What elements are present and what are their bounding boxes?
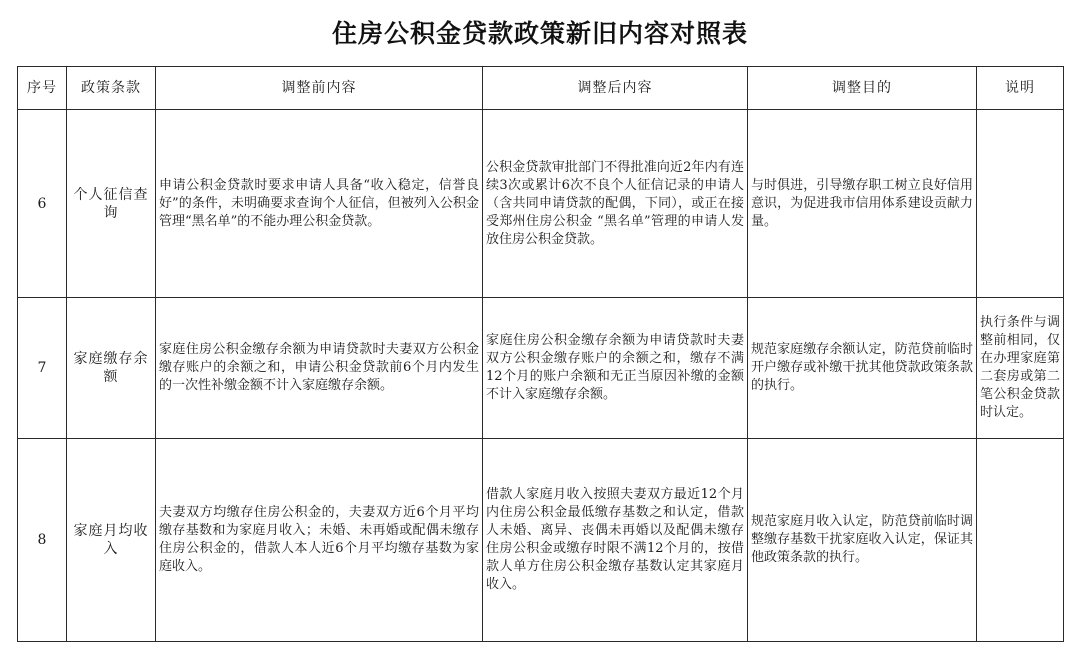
header-before: 调整前内容	[156, 67, 483, 110]
comparison-table	[17, 66, 1064, 642]
row-number: 6	[18, 110, 67, 298]
explanation-note	[977, 438, 1064, 641]
table-row	[18, 438, 1064, 641]
content-before: 夫妻双方均缴存住房公积金的，夫妻双方近6个月平均缴存基数和为家庭月收入；未婚、未再婚或配偶未缴存住房公积金的，借款人本人近6个月平均缴存基数为家庭收入。	[156, 438, 483, 641]
table-row	[18, 110, 1064, 298]
header-note: 说明	[977, 67, 1064, 110]
content-after: 公积金贷款审批部门不得批准向近2年内有连续3次或累计6次不良个人征信记录的申请人（含共同申请贷款的配偶，下同），或正在接受郑州住房公积金 “黑名单”管理的申请人发放住房公积金贷款。	[483, 110, 748, 298]
row-number: 7	[18, 298, 67, 438]
adjustment-purpose: 与时俱进，引导缴存职工树立良好信用意识，为促进我市信用体系建设贡献力量。	[748, 110, 977, 298]
content-before: 家庭住房公积金缴存余额为申请贷款时夫妻双方公积金缴存账户的余额之和，申请公积金贷款前6个月内发生的一次性补缴金额不计入家庭缴存余额。	[156, 298, 483, 438]
row-number: 8	[18, 438, 67, 641]
policy-clause: 家庭月均收入	[67, 438, 156, 641]
page-title: 住房公积金贷款政策新旧内容对照表	[331, 19, 748, 48]
explanation-note: 执行条件与调整前相同，仅在办理家庭第二套房或第二笔公积金贷款时认定。	[977, 298, 1064, 438]
header-no: 序号	[18, 67, 67, 110]
adjustment-purpose: 规范家庭缴存余额认定，防范贷前临时开户缴存或补缴干扰其他贷款政策条款的执行。	[748, 298, 977, 438]
header-clause: 政策条款	[67, 67, 156, 110]
content-before: 申请公积金贷款时要求申请人具备“收入稳定，信誉良好”的条件，未明确要求查询个人征信，但被列入公积金管理“黑名单”的不能办理公积金贷款。	[156, 110, 483, 298]
header-after: 调整后内容	[483, 67, 748, 110]
policy-clause: 个人征信查询	[67, 110, 156, 298]
content-after: 借款人家庭月收入按照夫妻双方最近12个月内住房公积金最低缴存基数之和认定，借款人未婚、离异、丧偶未再婚以及配偶未缴存住房公积金或缴存时限不满12个月的，按借款人单方住房公积金缴存基数认定其家庭月收入。	[483, 438, 748, 641]
table-row	[18, 298, 1064, 438]
adjustment-purpose: 规范家庭月收入认定，防范贷前临时调整缴存基数干扰家庭收入认定，保证其他政策条款的执行。	[748, 438, 977, 641]
table-header-row	[18, 67, 1064, 110]
policy-clause: 家庭缴存余额	[67, 298, 156, 438]
content-after: 家庭住房公积金缴存余额为申请贷款时夫妻双方公积金缴存账户的余额之和，缴存不满12个月的账户余额和无正当原因补缴的金额不计入家庭缴存余额。	[483, 298, 748, 438]
explanation-note	[977, 110, 1064, 298]
header-purpose: 调整目的	[748, 67, 977, 110]
